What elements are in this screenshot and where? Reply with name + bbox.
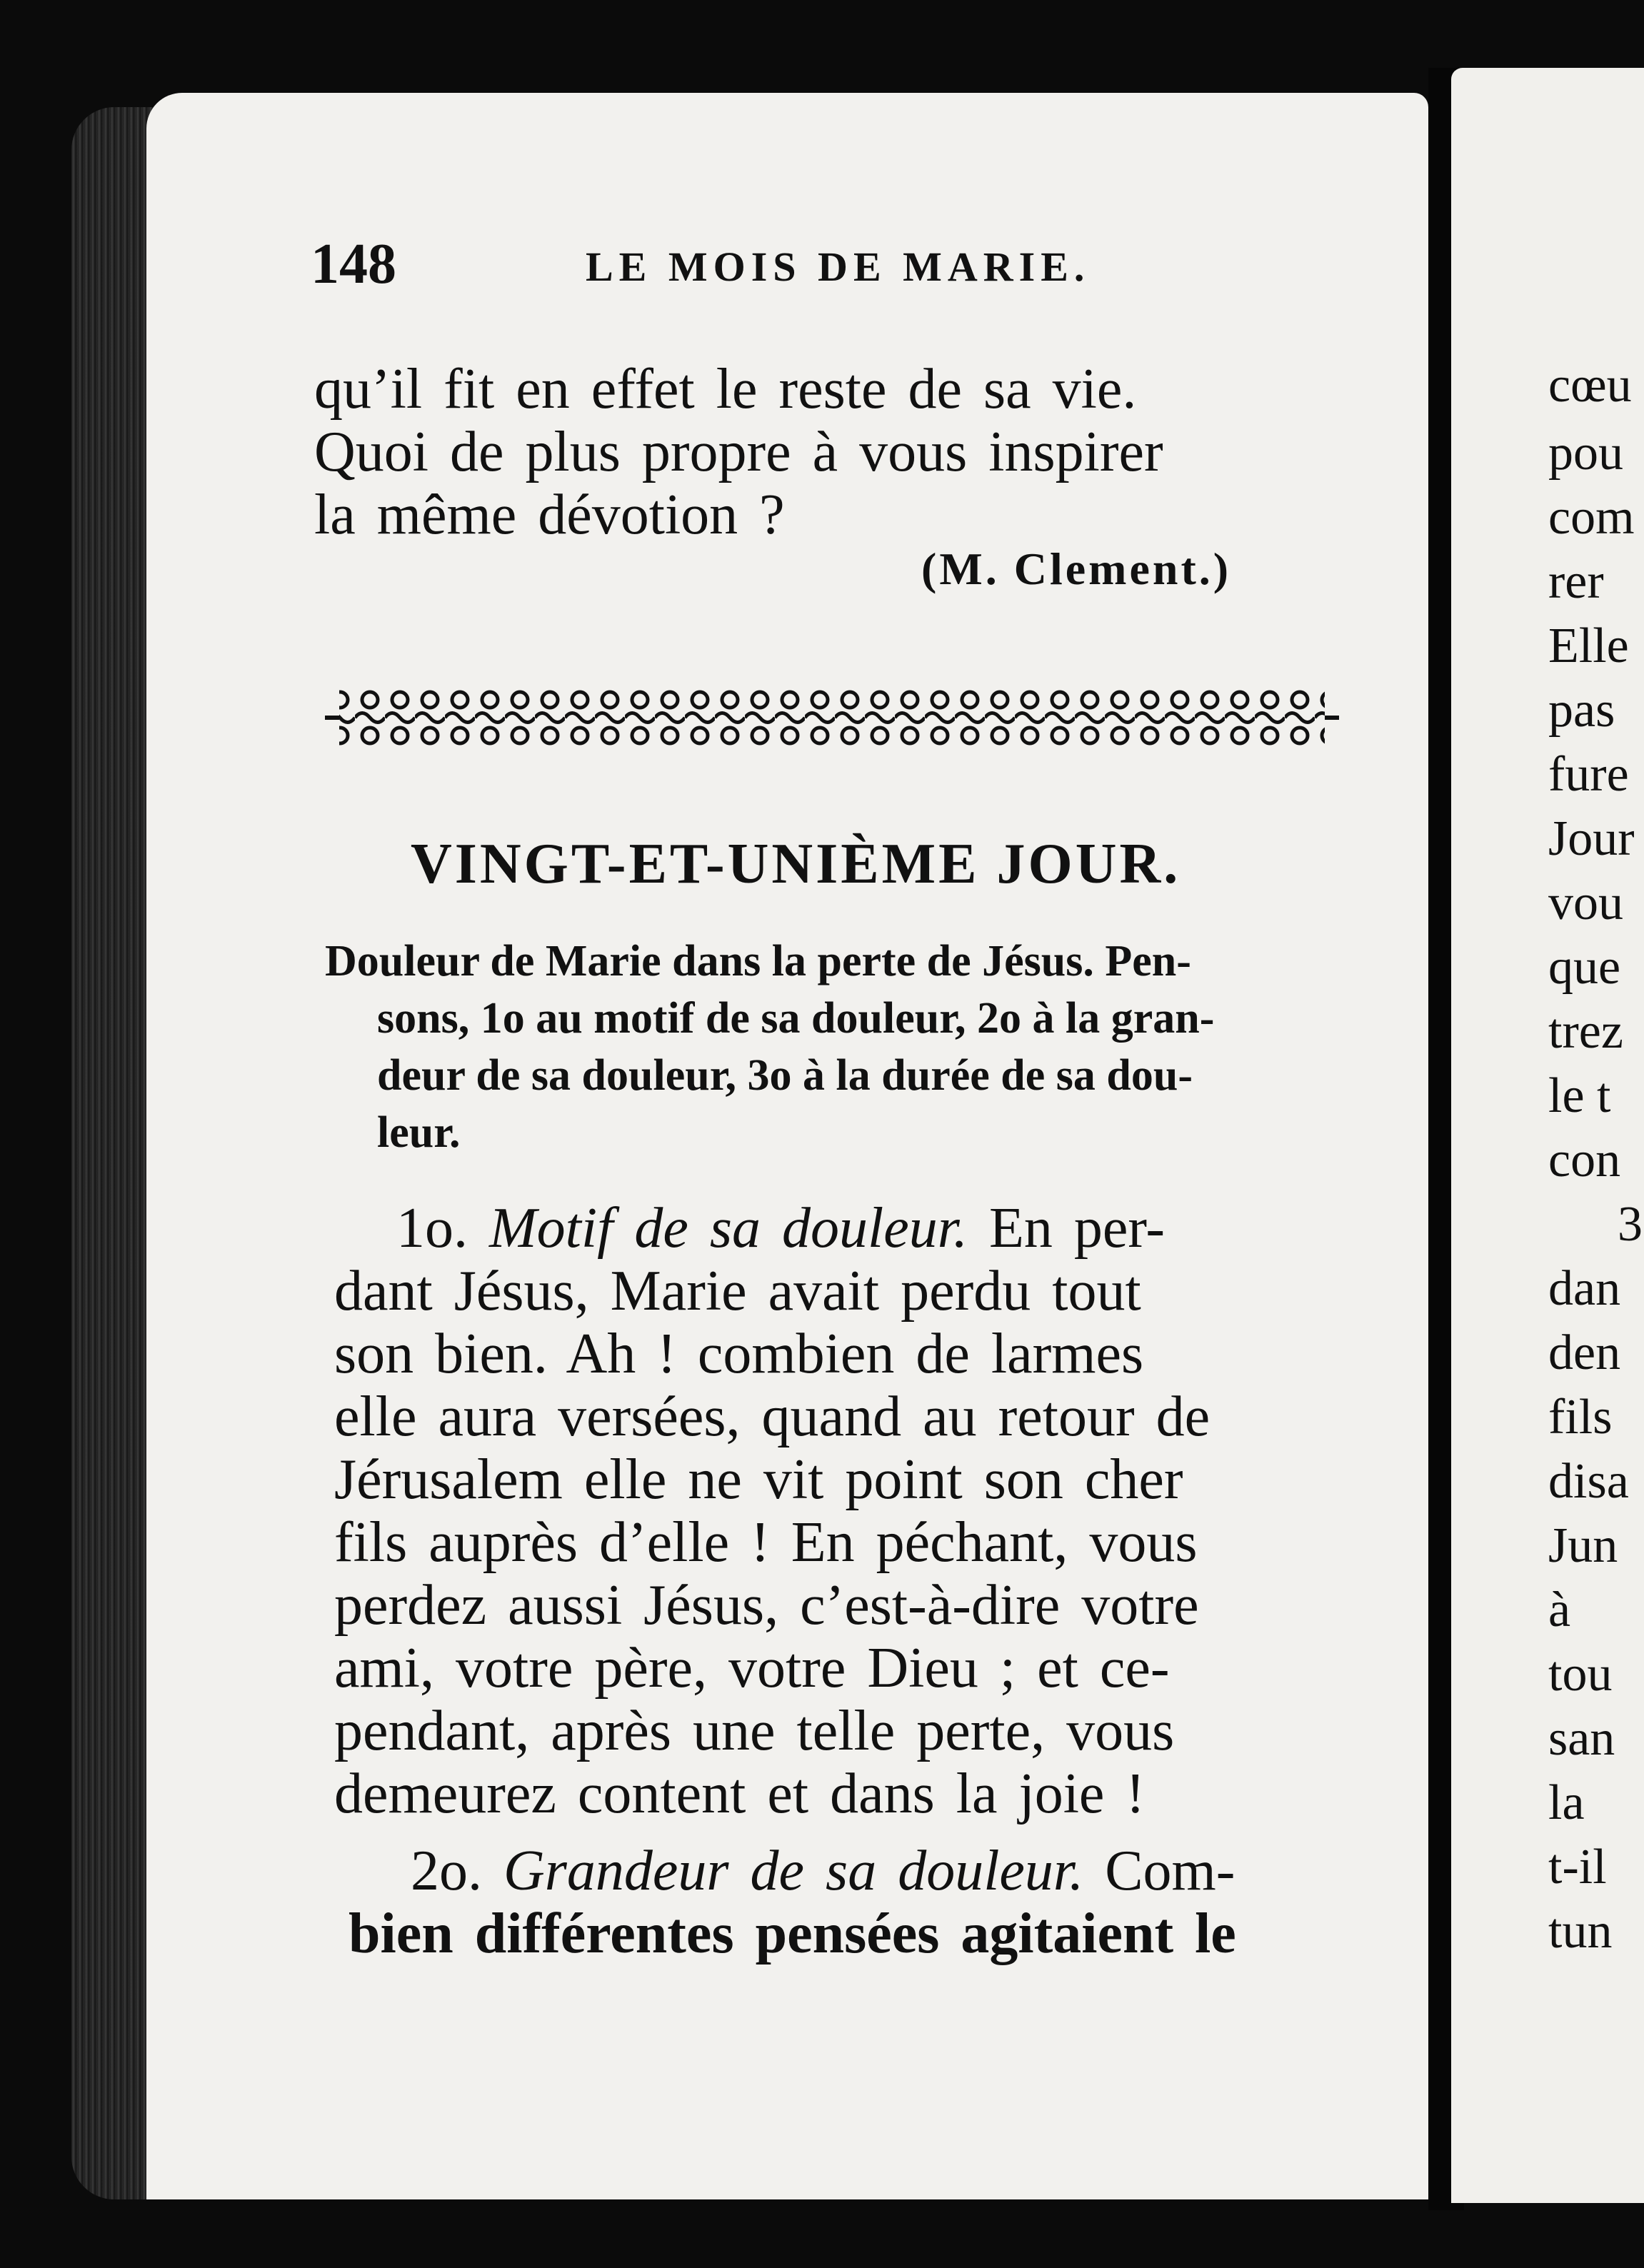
facing-fragment: pou [1548,426,1623,481]
section2-first-line-rest: Com- [1105,1840,1235,1902]
section1-line-4: Jérusalem elle ne vit point son cher [334,1448,1183,1511]
section1-line-6: perdez aussi Jésus, c’est-à-dire votre [334,1574,1199,1637]
intro-line-1: qu’il fit en effet le reste de sa vie. [314,358,1137,421]
facing-fragment: fils [1548,1390,1613,1445]
section1-heading: Motif de sa douleur. [489,1197,968,1260]
facing-fragment: à [1548,1582,1571,1637]
section2-heading: Grandeur de sa douleur. [503,1840,1084,1902]
running-title: LE MOIS DE MARIE. [586,244,1091,290]
section1-line-9: demeurez content et dans la joie ! [334,1762,1146,1825]
facing-fragment: Jour [1548,811,1635,866]
section2-line-1: bien différentes pensées agitaient le [349,1902,1236,1965]
facing-fragment: com [1548,490,1635,545]
section1-line-2: son bien. Ah ! combien de larmes [334,1323,1144,1385]
facing-fragment: le t [1548,1068,1611,1123]
facing-fragment: trez [1548,1004,1623,1059]
facing-fragment: pas [1548,683,1615,738]
facing-fragment: disa [1548,1454,1629,1509]
facing-fragment: tun [1548,1904,1613,1959]
ornament-divider [325,678,1339,757]
facing-fragment: con [1548,1133,1621,1188]
page-number: 148 [311,233,396,296]
section1-line-3: elle aura versées, quand au retour de [334,1385,1211,1448]
facing-fragment: fure [1548,747,1629,802]
section1-first-line-rest: En per- [988,1197,1166,1260]
section1-number: 1o. [396,1197,468,1260]
summary-line-4: leur. [377,1108,461,1157]
facing-fragment: t-il [1548,1840,1607,1895]
chapter-title: VINGT-ET-UNIÈME JOUR. [411,833,1181,895]
section1-line-8: pendant, après une telle perte, vous [334,1700,1175,1762]
summary-line-3: deur de sa douleur, 3o à la durée de sa dou- [377,1051,1193,1100]
facing-fragment: tou [1548,1647,1613,1702]
section1-line-1: dant Jésus, Marie avait perdu tout [334,1260,1141,1323]
summary-line-2: sons, 1o au motif de sa douleur, 2o à la gran- [377,994,1215,1043]
facing-fragment: 3 [1618,1197,1643,1252]
section1-line-7: ami, votre père, votre Dieu ; et ce- [334,1637,1170,1700]
attribution: (M. Clement.) [921,543,1232,594]
section1-first-line [396,1197,1166,1260]
section2-number: 2o. [411,1840,482,1902]
section1-line-5: fils auprès d’elle ! En péchant, vous [334,1511,1198,1574]
facing-fragment: dan [1548,1261,1621,1316]
facing-fragment: vou [1548,875,1623,930]
section2-first-line [411,1842,1235,1900]
facing-fragment: cœu [1548,358,1632,413]
facing-fragment: que [1548,940,1621,995]
facing-fragment: Elle [1548,618,1629,673]
facing-fragment: den [1548,1325,1621,1380]
facing-fragment: Jun [1548,1518,1618,1573]
facing-fragment: la [1548,1775,1585,1830]
intro-line-2: Quoi de plus propre à vous inspirer [314,421,1163,483]
summary-line-1: Douleur de Marie dans la perte de Jésus. Pen- [325,937,1191,985]
intro-line-3: la même dévotion ? [314,483,785,546]
facing-fragment: rer [1548,554,1604,609]
facing-fragment: san [1548,1711,1615,1766]
